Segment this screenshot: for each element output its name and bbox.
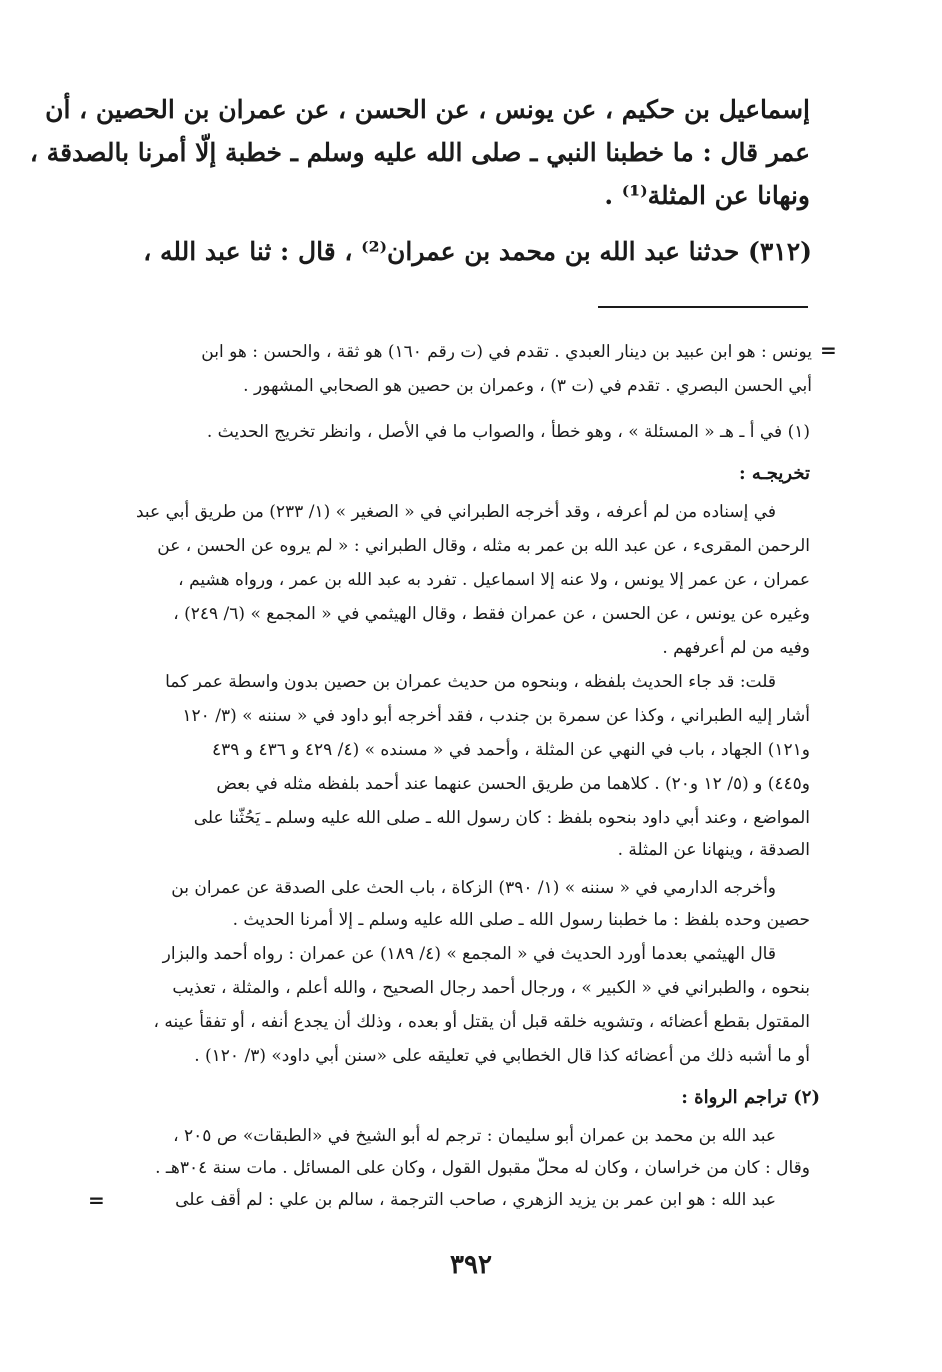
main-text-line: عمر قال : ما خطبنا النبي ـ صلى الله عليه وسلم ـ خطبة إلّا أمرنا بالصدقة ، (29, 138, 810, 167)
takhrij-line: الرحمن المقرىء ، عن عبد الله بن عمر به مثله ، وقال الطبراني : « لم يروه عن الحسن ، عن (157, 536, 810, 556)
hadith-312-line: (٣١٢) حدثنا عبد الله بن محمد بن عمران⁽²⁾ ، قال : ثنا عبد الله ، (143, 237, 812, 266)
takhrij-heading: تخريجـه : (738, 463, 810, 484)
narrators-line: وقال : كان من خراسان ، وكان له محلّ مقبول القول ، وكان على المسائل . مات سنة ٣٠٤هـ . (155, 1158, 810, 1178)
narrators-line: عبد الله : هو ابن عمر بن يزيد الزهري ، صاحب الترجمة ، سالم بن علي : لم أقف على (175, 1190, 776, 1210)
takhrij-line: في إسناده من لم أعرفه ، وقد أخرجه الطبراني في « الصغير » (١/ ٢٣٣) من طريق أبي عبد (135, 502, 776, 522)
footnote-separator (598, 306, 808, 308)
main-text-line: إسماعيل بن حكيم ، عن يونس ، عن الحسن ، عن عمران بن الحصين ، أن (45, 95, 810, 124)
narrators-line: عبد الله بن محمد بن عمران أبو سليمان : ترجم له أبو الشيخ في «الطبقات» ص ٢٠٥ ، (173, 1126, 776, 1146)
takhrij-line: بنحوه ، والطبراني في « الكبير » ، ورجال أحمد رجال الصحيح ، والله أعلم ، والمثلة ، تعذيب (172, 978, 810, 998)
continuation-marker: = (820, 338, 837, 362)
page-number: ٣٩٢ (450, 1250, 492, 1280)
takhrij-line: قال الهيثمي بعدما أورد الحديث في « المجمع » (٤/ ١٨٩) عن عمران : رواه أحمد والبزار (162, 944, 776, 964)
takhrij-line: المواضع ، وعند أبي داود بنحوه بلفظ : كان رسول الله ـ صلى الله عليه وسلم ـ يَحُثّنا على (193, 808, 810, 828)
takhrij-line: أشار إليه الطبراني ، وكذا عن سمرة بن جندب ، فقد أخرجه أبو داود في « سننه » (٣/ ١٢٠ (182, 706, 810, 726)
takhrij-line: عمران ، عن عمر إلا يونس ، ولا عنه إلا اسماعيل . تفرد به عبد الله بن عمر ، ورواه هشيم ، (178, 570, 810, 590)
takhrij-line: المقتول بقطع أعضائه ، وتشويه خلقه قبل أن يقتل أو بعده ، وذلك أن يجدع أنفه ، أو تفقأ عينه ، (153, 1012, 810, 1032)
footnote-line: يونس : هو ابن عبيد بن دينار العبدي . تقدم في (ت رقم ١٦٠) هو ثقة ، والحسن : هو ابن (201, 342, 812, 362)
takhrij-line: أو ما أشبه ذلك من أعضائه كذا قال الخطابي في تعليقه على «سنن أبي داود» (٣/ ١٢٠) . (194, 1046, 810, 1066)
takhrij-line: قلت: قد جاء الحديث بلفظه ، وبنحوه من حديث عمران بن حصين بدون واسطة عمر كما (165, 672, 776, 692)
takhrij-line: وأخرجه الدارمي في « سننه » (١/ ٣٩٠) الزكاة ، باب الحث على الصدقة عن عمران بن (171, 878, 776, 898)
takhrij-line: و١٢١) الجهاد ، باب في النهي عن المثلة ، وأحمد في « مسنده » (٤/ ٤٢٩ و ٤٣٦ و ٤٣٩ (212, 740, 810, 760)
takhrij-line: وفيه من لم أعرفهم . (662, 638, 810, 658)
takhrij-line: حصين وحده بلفظ : ما خطبنا رسول الله ـ صلى الله عليه وسلم ـ إلا أمرنا الحديث . (232, 910, 810, 930)
footnote-line: أبي الحسن البصري . تقدم في (ت ٣) ، وعمران بن حصين هو الصحابي المشهور . (243, 376, 812, 396)
takhrij-line: وغيره عن يونس ، عن الحسن ، عن عمران فقط ، وقال الهيثمي في « المجمع » (٦/ ٢٤٩) ، (173, 604, 810, 624)
trailing-marker: = (88, 1188, 105, 1212)
takhrij-line: و٤٤٥) و (٥/ ١٢ و٢٠) . كلاهما من طريق الحسن عنهما عند أحمد بلفظه مثله في بعض (216, 774, 810, 794)
takhrij-line: الصدقة ، وينهانا عن المثلة . (617, 840, 810, 860)
narrators-heading: (٢) تراجم الرواة : (681, 1087, 820, 1108)
footnote-1: (١) في أ ـ هـ « المسئلة » ، وهو خطأ ، والصواب ما في الأصل ، وانظر تخريج الحديث . (206, 422, 810, 442)
main-text-line: ونهانا عن المثلة⁽¹⁾ . (604, 181, 810, 210)
